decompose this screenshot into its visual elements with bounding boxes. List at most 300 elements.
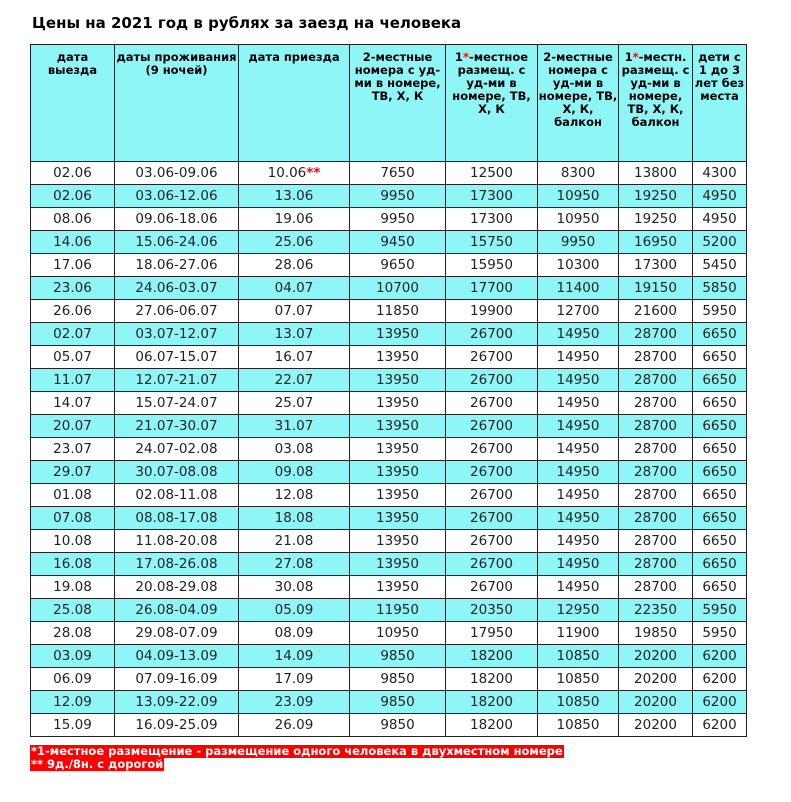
cell-value: 26700: [470, 533, 513, 549]
header-label: 2-местные номера с уд-ми в номере, ТВ, Х, К: [354, 50, 441, 103]
double-room-balcony-price-cell: [538, 530, 619, 553]
cell-value: 6200: [702, 694, 737, 710]
stay-dates-cell: [115, 714, 239, 737]
cell-value: 16.08: [53, 556, 92, 572]
cell-value: 28700: [634, 349, 677, 365]
arrival-date-cell: [239, 668, 350, 691]
arrival-date-cell: [239, 576, 350, 599]
arrival-date-cell: [239, 185, 350, 208]
arrival-date-cell: [239, 231, 350, 254]
cell-value: 9850: [380, 648, 415, 664]
cell-value: 09.08: [274, 464, 314, 480]
arrival-date-cell: [239, 346, 350, 369]
cell-value: 8300: [560, 165, 596, 181]
table-row: [31, 346, 747, 369]
cell-value: 03.08: [274, 441, 314, 457]
cell-value: 17.08-26.08: [135, 556, 218, 572]
single-occupancy-balcony-price-cell: [619, 208, 693, 231]
double-room-balcony-price-cell: [538, 415, 619, 438]
cell-value: 31.07: [274, 418, 314, 434]
children-price-cell: [693, 691, 747, 714]
arrival-date-cell: [239, 369, 350, 392]
double-room-balcony-price-cell: [538, 185, 619, 208]
cell-value: 07.07: [274, 303, 314, 319]
cell-value: 21600: [634, 303, 677, 319]
cell-value: 25.06: [274, 234, 314, 250]
cell-value: 02.06: [53, 165, 92, 181]
cell-value: 28700: [634, 464, 677, 480]
cell-value: 19250: [634, 211, 677, 227]
stay-dates-cell: [115, 576, 239, 599]
cell-value: 9850: [380, 694, 415, 710]
cell-value: 15.07-24.07: [135, 395, 218, 411]
table-row: [31, 185, 747, 208]
cell-value: 6650: [702, 326, 737, 342]
stay-dates-cell: [115, 254, 239, 277]
double-room-price-cell: [350, 300, 446, 323]
children-price-cell: [693, 507, 747, 530]
cell-value: 13950: [376, 533, 419, 549]
cell-value: 26700: [470, 487, 513, 503]
double-room-price-cell: [350, 231, 446, 254]
price-table: [30, 44, 747, 737]
stay-dates-cell: [115, 346, 239, 369]
single-occupancy-balcony-price-cell: [619, 484, 693, 507]
cell-value: 20200: [634, 717, 677, 733]
departure-date-cell: [31, 162, 115, 185]
cell-value: 11900: [556, 625, 600, 641]
cell-value: 13950: [376, 326, 419, 342]
single-occupancy-balcony-price-cell: [619, 231, 693, 254]
cell-value: 9850: [380, 717, 415, 733]
cell-value: 20200: [634, 694, 677, 710]
header-children: [693, 45, 747, 162]
double-room-balcony-price-cell: [538, 208, 619, 231]
double-room-balcony-price-cell: [538, 392, 619, 415]
single-occupancy-balcony-price-cell: [619, 369, 693, 392]
cell-value: 15.06-24.06: [135, 234, 218, 250]
header-row: [31, 45, 747, 162]
double-room-balcony-price-cell: [538, 668, 619, 691]
cell-value: 18200: [470, 648, 513, 664]
cell-value: 28.08: [53, 625, 92, 641]
cell-value: 12950: [556, 602, 600, 618]
cell-value: 14950: [556, 418, 600, 434]
cell-value: 30.08: [274, 579, 314, 595]
double-room-price-cell: [350, 576, 446, 599]
cell-value: 10850: [556, 648, 600, 664]
single-occupancy-balcony-price-cell: [619, 530, 693, 553]
table-row: [31, 599, 747, 622]
cell-value: 20200: [634, 648, 677, 664]
footnote-single-occupancy: *1-местное размещение - размещение одного человека в двухместном номере: [31, 744, 563, 758]
cell-value: 05.07: [53, 349, 92, 365]
children-price-cell: [693, 645, 747, 668]
stay-dates-cell: [115, 622, 239, 645]
cell-value: 13950: [376, 487, 419, 503]
double-room-price-cell: [350, 277, 446, 300]
children-price-cell: [693, 714, 747, 737]
cell-value: 17300: [634, 257, 677, 273]
cell-value: 02.06: [53, 188, 92, 204]
cell-value: 03.09: [53, 648, 92, 664]
cell-value: 15750: [470, 234, 513, 250]
cell-value: 13800: [634, 165, 677, 181]
stay-dates-cell: [115, 392, 239, 415]
children-price-cell: [693, 300, 747, 323]
cell-value: 19150: [634, 280, 677, 296]
arrival-date-cell: [239, 691, 350, 714]
single-occupancy-price-cell: [446, 277, 538, 300]
cell-value: 6200: [702, 717, 737, 733]
cell-value: 25.08: [53, 602, 92, 618]
cell-value: 13950: [376, 579, 419, 595]
stay-dates-cell: [115, 300, 239, 323]
departure-date-cell: [31, 576, 115, 599]
cell-value: 26700: [470, 579, 513, 595]
cell-value: 28700: [634, 556, 677, 572]
double-room-price-cell: [350, 668, 446, 691]
departure-date-cell: [31, 553, 115, 576]
arrival-date-cell: [239, 622, 350, 645]
table-row: [31, 369, 747, 392]
cell-value: 14950: [556, 349, 600, 365]
cell-value: 16950: [634, 234, 677, 250]
cell-value: 14950: [556, 372, 600, 388]
single-occupancy-price-cell: [446, 254, 538, 277]
cell-value: 29.07: [53, 464, 92, 480]
departure-date-cell: [31, 323, 115, 346]
cell-value: 12500: [470, 165, 513, 181]
table-row: [31, 208, 747, 231]
header-stay-dates: [115, 45, 239, 162]
cell-value: 03.06-12.06: [135, 188, 218, 204]
cell-value: 01.08: [53, 487, 92, 503]
cell-value: 17.06: [53, 257, 92, 273]
table-row: [31, 668, 747, 691]
double-room-price-cell: [350, 553, 446, 576]
single-occupancy-price-cell: [446, 185, 538, 208]
cell-value: 12700: [556, 303, 600, 319]
cell-value: 23.09: [274, 694, 314, 710]
cell-value: 11.07: [53, 372, 92, 388]
stay-dates-cell: [115, 645, 239, 668]
departure-date-cell: [31, 622, 115, 645]
children-price-cell: [693, 254, 747, 277]
cell-value: 10300: [556, 257, 600, 273]
children-price-cell: [693, 185, 747, 208]
cell-value: 08.09: [274, 625, 314, 641]
header-label: дата выезда: [47, 50, 98, 77]
cell-value: 19900: [470, 303, 513, 319]
cell-value: 16.07: [274, 349, 314, 365]
cell-value: 17950: [470, 625, 513, 641]
header-departure-date: [31, 45, 115, 162]
header-arrival-date: [239, 45, 350, 162]
cell-value: 6650: [702, 372, 737, 388]
arrival-date-cell: [239, 714, 350, 737]
cell-value: 24.07-02.08: [135, 441, 218, 457]
single-occupancy-price-cell: [446, 668, 538, 691]
cell-value: 6650: [702, 487, 737, 503]
arrival-date-cell: [239, 599, 350, 622]
departure-date-cell: [31, 484, 115, 507]
children-price-cell: [693, 208, 747, 231]
children-price-cell: [693, 599, 747, 622]
cell-value: 21.08: [274, 533, 314, 549]
single-occupancy-price-cell: [446, 530, 538, 553]
cell-value: 28700: [634, 418, 677, 434]
stay-dates-cell: [115, 162, 239, 185]
cell-value: 6650: [702, 441, 737, 457]
cell-value: 26.06: [53, 303, 92, 319]
double-room-price-cell: [350, 392, 446, 415]
double-room-price-cell: [350, 415, 446, 438]
double-room-balcony-price-cell: [538, 714, 619, 737]
cell-value: 25.07: [274, 395, 314, 411]
cell-value: 17.09: [274, 671, 314, 687]
double-room-price-cell: [350, 714, 446, 737]
single-occupancy-balcony-price-cell: [619, 645, 693, 668]
cell-value: 5450: [702, 257, 737, 273]
cell-value: 14950: [556, 464, 600, 480]
double-room-balcony-price-cell: [538, 553, 619, 576]
cell-value: 13.07: [274, 326, 314, 342]
cell-value: 20.08-29.08: [135, 579, 218, 595]
children-price-cell: [693, 461, 747, 484]
header-label: 1: [624, 50, 633, 64]
cell-value: 6650: [702, 533, 737, 549]
header-label: дата приезда: [248, 50, 340, 64]
cell-value: 12.07-21.07: [135, 372, 218, 388]
table-body: [31, 162, 747, 737]
departure-date-cell: [31, 461, 115, 484]
stay-dates-cell: [115, 599, 239, 622]
cell-value: 18200: [470, 717, 513, 733]
cell-value: 18200: [470, 671, 513, 687]
single-occupancy-price-cell: [446, 208, 538, 231]
table-row: [31, 254, 747, 277]
single-occupancy-price-cell: [446, 162, 538, 185]
cell-value: 14.07: [53, 395, 92, 411]
double-room-price-cell: [350, 369, 446, 392]
table-row: [31, 323, 747, 346]
double-room-balcony-price-cell: [538, 231, 619, 254]
stay-dates-cell: [115, 323, 239, 346]
single-occupancy-balcony-price-cell: [619, 277, 693, 300]
double-room-balcony-price-cell: [538, 369, 619, 392]
double-room-balcony-price-cell: [538, 622, 619, 645]
arrival-date-cell: [239, 507, 350, 530]
cell-value: 17300: [470, 188, 513, 204]
arrival-date-cell: [239, 553, 350, 576]
arrival-date-cell: [239, 438, 350, 461]
cell-value: 20200: [634, 671, 677, 687]
cell-value: 9950: [560, 234, 596, 250]
stay-dates-cell: [115, 185, 239, 208]
double-room-balcony-price-cell: [538, 346, 619, 369]
single-occupancy-price-cell: [446, 438, 538, 461]
single-occupancy-price-cell: [446, 392, 538, 415]
cell-value: 11850: [376, 303, 419, 319]
cell-value: 14950: [556, 326, 600, 342]
departure-date-cell: [31, 208, 115, 231]
cell-value: 28700: [634, 510, 677, 526]
table-row: [31, 162, 747, 185]
table-row: [31, 714, 747, 737]
stay-dates-cell: [115, 668, 239, 691]
departure-date-cell: [31, 392, 115, 415]
children-price-cell: [693, 392, 747, 415]
double-room-balcony-price-cell: [538, 507, 619, 530]
cell-value: 5950: [702, 625, 737, 641]
cell-value: 10.08: [53, 533, 92, 549]
double-room-price-cell: [350, 346, 446, 369]
stay-dates-cell: [115, 507, 239, 530]
cell-value: 26.08-04.09: [135, 602, 218, 618]
header-single-occupancy: [446, 45, 538, 162]
cell-value: 26700: [470, 464, 513, 480]
departure-date-cell: [31, 185, 115, 208]
cell-value: 05.09: [274, 602, 314, 618]
single-occupancy-balcony-price-cell: [619, 553, 693, 576]
cell-value: 11400: [556, 280, 600, 296]
stay-dates-cell: [115, 415, 239, 438]
cell-value: 10950: [376, 625, 419, 641]
cell-value: 02.07: [53, 326, 92, 342]
cell-value: 19.08: [53, 579, 92, 595]
cell-value: 03.07-12.07: [135, 326, 218, 342]
single-occupancy-price-cell: [446, 622, 538, 645]
cell-value: 6650: [702, 349, 737, 365]
cell-value: 14950: [556, 441, 600, 457]
arrival-date-cell: [239, 162, 350, 185]
single-occupancy-balcony-price-cell: [619, 576, 693, 599]
children-price-cell: [693, 231, 747, 254]
cell-value: 14950: [556, 533, 600, 549]
double-room-balcony-price-cell: [538, 438, 619, 461]
arrival-date-cell: [239, 323, 350, 346]
header-double-room-balcony: [538, 45, 619, 162]
cell-value: 13950: [376, 418, 419, 434]
double-asterisk-mark: **: [306, 165, 321, 181]
cell-value: 10850: [556, 694, 600, 710]
cell-value: 18.08: [274, 510, 314, 526]
table-row: [31, 553, 747, 576]
cell-value: 04.09-13.09: [135, 648, 218, 664]
single-occupancy-price-cell: [446, 553, 538, 576]
cell-value: 4950: [702, 188, 737, 204]
single-occupancy-balcony-price-cell: [619, 323, 693, 346]
cell-value: 5950: [702, 303, 737, 319]
double-room-balcony-price-cell: [538, 277, 619, 300]
cell-value: 11950: [376, 602, 419, 618]
cell-value: 22350: [634, 602, 677, 618]
departure-date-cell: [31, 530, 115, 553]
single-occupancy-price-cell: [446, 415, 538, 438]
table-row: [31, 415, 747, 438]
children-price-cell: [693, 622, 747, 645]
departure-date-cell: [31, 691, 115, 714]
header-double-room: [350, 45, 446, 162]
header-label: 2-местные номера с уд-ми в номере, ТВ, Х, К, балкон: [538, 50, 618, 129]
cell-value: 26700: [470, 395, 513, 411]
double-room-balcony-price-cell: [538, 484, 619, 507]
double-room-price-cell: [350, 185, 446, 208]
single-occupancy-balcony-price-cell: [619, 346, 693, 369]
cell-value: 06.09: [53, 671, 92, 687]
departure-date-cell: [31, 714, 115, 737]
single-occupancy-balcony-price-cell: [619, 507, 693, 530]
header-label-tail: -местное размещ. с уд-ми в номере, ТВ, Х, К: [452, 50, 531, 116]
table-row: [31, 645, 747, 668]
departure-date-cell: [31, 415, 115, 438]
cell-value: 13950: [376, 441, 419, 457]
arrival-date-cell: [239, 484, 350, 507]
stay-dates-cell: [115, 553, 239, 576]
table-row: [31, 438, 747, 461]
cell-value: 13950: [376, 349, 419, 365]
cell-value: 10850: [556, 717, 600, 733]
single-occupancy-balcony-price-cell: [619, 392, 693, 415]
table-row: [31, 576, 747, 599]
single-occupancy-balcony-price-cell: [619, 461, 693, 484]
single-occupancy-balcony-price-cell: [619, 599, 693, 622]
departure-date-cell: [31, 277, 115, 300]
cell-value: 28700: [634, 395, 677, 411]
single-occupancy-price-cell: [446, 461, 538, 484]
cell-value: 9950: [380, 188, 415, 204]
cell-value: 28700: [634, 326, 677, 342]
double-room-price-cell: [350, 530, 446, 553]
table-row: [31, 484, 747, 507]
cell-value: 28700: [634, 441, 677, 457]
cell-value: 20350: [470, 602, 513, 618]
cell-value: 6650: [702, 510, 737, 526]
departure-date-cell: [31, 645, 115, 668]
cell-value: 13950: [376, 556, 419, 572]
single-occupancy-price-cell: [446, 507, 538, 530]
single-occupancy-price-cell: [446, 599, 538, 622]
single-occupancy-price-cell: [446, 231, 538, 254]
double-room-price-cell: [350, 323, 446, 346]
table-row: [31, 691, 747, 714]
table-row: [31, 461, 747, 484]
cell-value: 13.06: [274, 188, 314, 204]
header-single-occupancy-balcony: [619, 45, 693, 162]
arrival-date-cell: [239, 300, 350, 323]
cell-value: 26700: [470, 326, 513, 342]
cell-value: 10850: [556, 671, 600, 687]
cell-value: 9450: [380, 234, 415, 250]
cell-value: 19250: [634, 188, 677, 204]
stay-dates-cell: [115, 231, 239, 254]
children-price-cell: [693, 277, 747, 300]
stay-dates-cell: [115, 484, 239, 507]
double-room-balcony-price-cell: [538, 599, 619, 622]
children-price-cell: [693, 553, 747, 576]
asterisk-mark: *: [462, 50, 469, 64]
table-row: [31, 507, 747, 530]
cell-value: 04.07: [274, 280, 314, 296]
children-price-cell: [693, 576, 747, 599]
cell-value: 15950: [470, 257, 513, 273]
single-occupancy-balcony-price-cell: [619, 691, 693, 714]
arrival-date-cell: [239, 392, 350, 415]
stay-dates-cell: [115, 208, 239, 231]
header-label: даты проживания (9 ночей): [116, 50, 237, 77]
cell-value: 6650: [702, 395, 737, 411]
